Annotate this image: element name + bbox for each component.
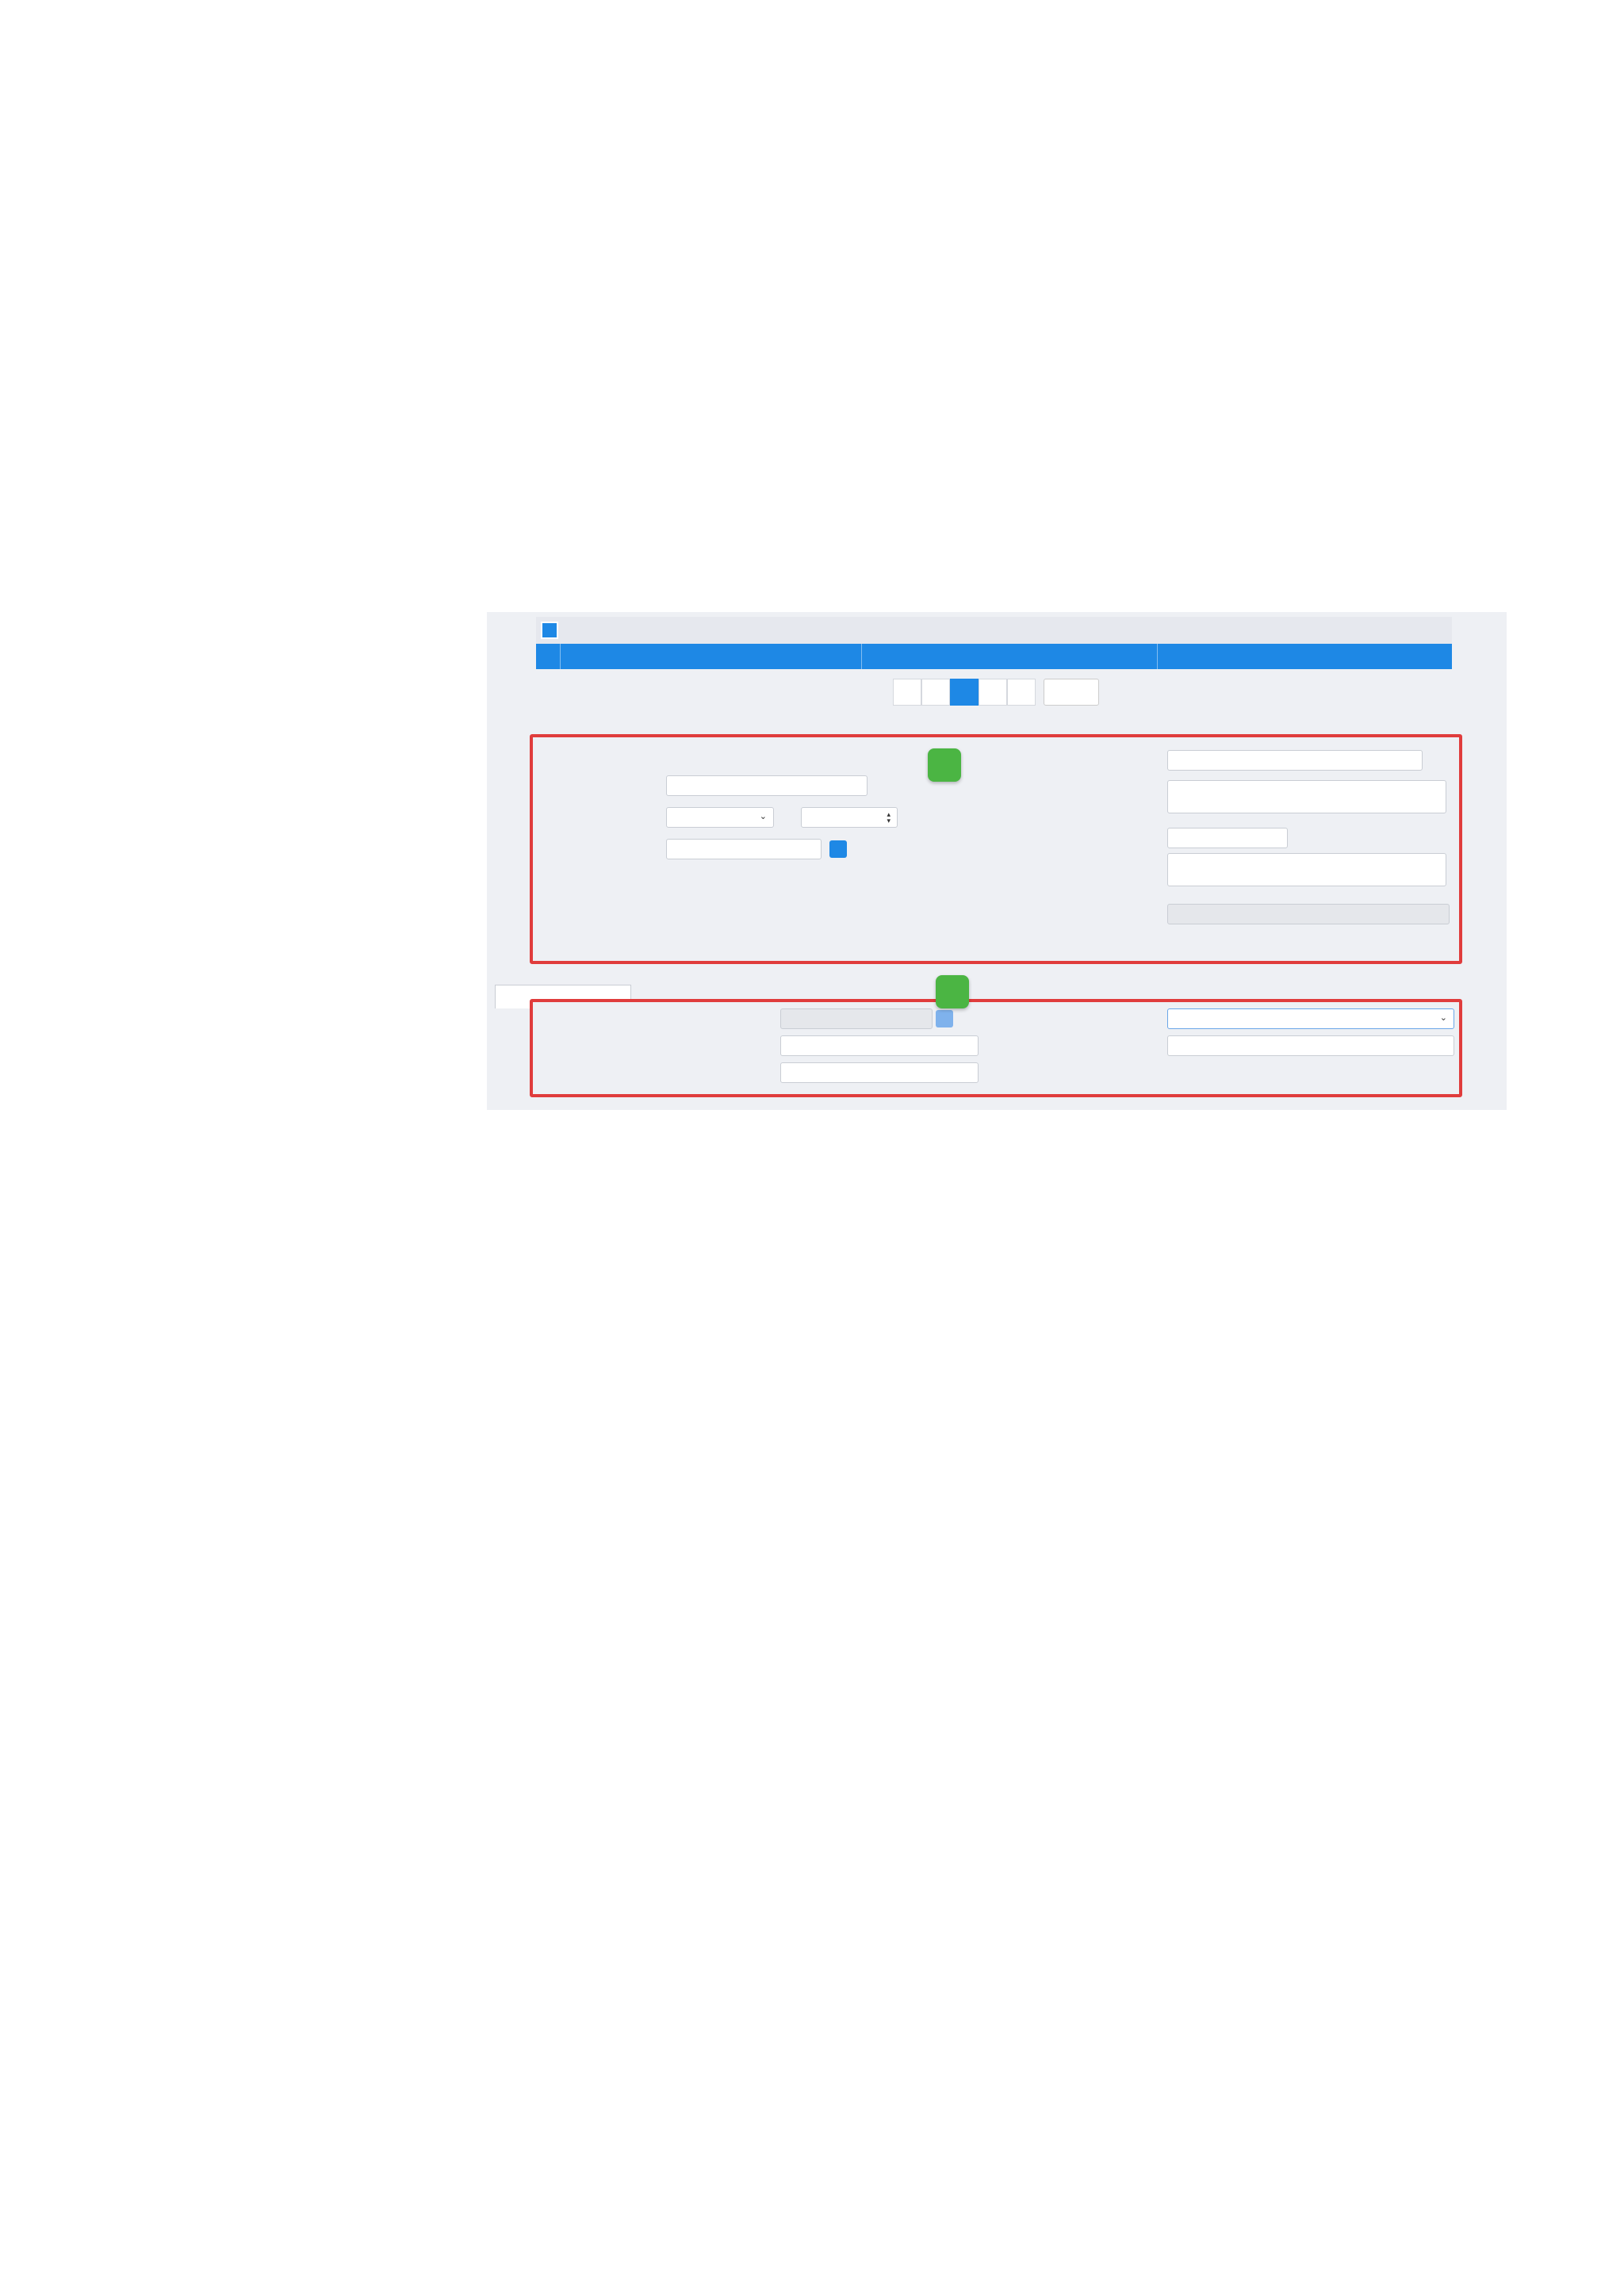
setoran-form-panel xyxy=(530,734,1462,964)
chevron-down-icon: ⌄ xyxy=(759,812,767,821)
row-checkbox[interactable] xyxy=(539,647,557,664)
calendar-icon[interactable] xyxy=(829,840,847,858)
pager-page-1[interactable] xyxy=(950,679,979,706)
table-header xyxy=(536,617,1452,644)
jumlah-setoran-input xyxy=(1167,904,1450,924)
pager-first-button[interactable] xyxy=(893,679,921,706)
pager-prev-button[interactable] xyxy=(921,679,950,706)
bank-select[interactable] xyxy=(1167,1008,1454,1029)
tanggal-setoran-input[interactable] xyxy=(666,839,822,859)
ntb-ntp-input[interactable] xyxy=(780,1062,979,1083)
pengesahan-panel xyxy=(530,999,1462,1097)
masa-tahun-stepper[interactable] xyxy=(801,807,898,828)
stepper-icon[interactable]: ▴ ▾ xyxy=(887,810,891,825)
alamat-objek-pajak-textarea[interactable] xyxy=(1167,780,1446,813)
select-all-checkbox[interactable] xyxy=(541,622,558,639)
step-8-badge xyxy=(936,975,969,1008)
jenis-setoran-input[interactable] xyxy=(1167,828,1288,848)
masa-bulan-select[interactable] xyxy=(666,807,774,828)
tgl-diterima-bank-input xyxy=(780,1008,933,1029)
step-7-badge xyxy=(928,748,961,782)
keterangan-textarea[interactable] xyxy=(1167,853,1446,886)
no-billing-input[interactable] xyxy=(1167,1035,1454,1056)
embedded-screenshot xyxy=(273,612,1507,1110)
pager-last-button[interactable] xyxy=(1007,679,1036,706)
chevron-down-icon: ⌄ xyxy=(1439,1013,1447,1023)
no-ketetapan-input[interactable] xyxy=(666,775,868,796)
calendar-icon xyxy=(936,1010,953,1027)
ntpn-input[interactable] xyxy=(780,1035,979,1056)
sidebar-menu xyxy=(273,612,487,1110)
no-objek-pajak-input[interactable] xyxy=(1167,750,1423,771)
page-size-select[interactable] xyxy=(1044,679,1099,706)
table-row[interactable] xyxy=(536,644,1452,669)
main-area xyxy=(487,612,1507,1110)
pager-next-button[interactable] xyxy=(979,679,1007,706)
